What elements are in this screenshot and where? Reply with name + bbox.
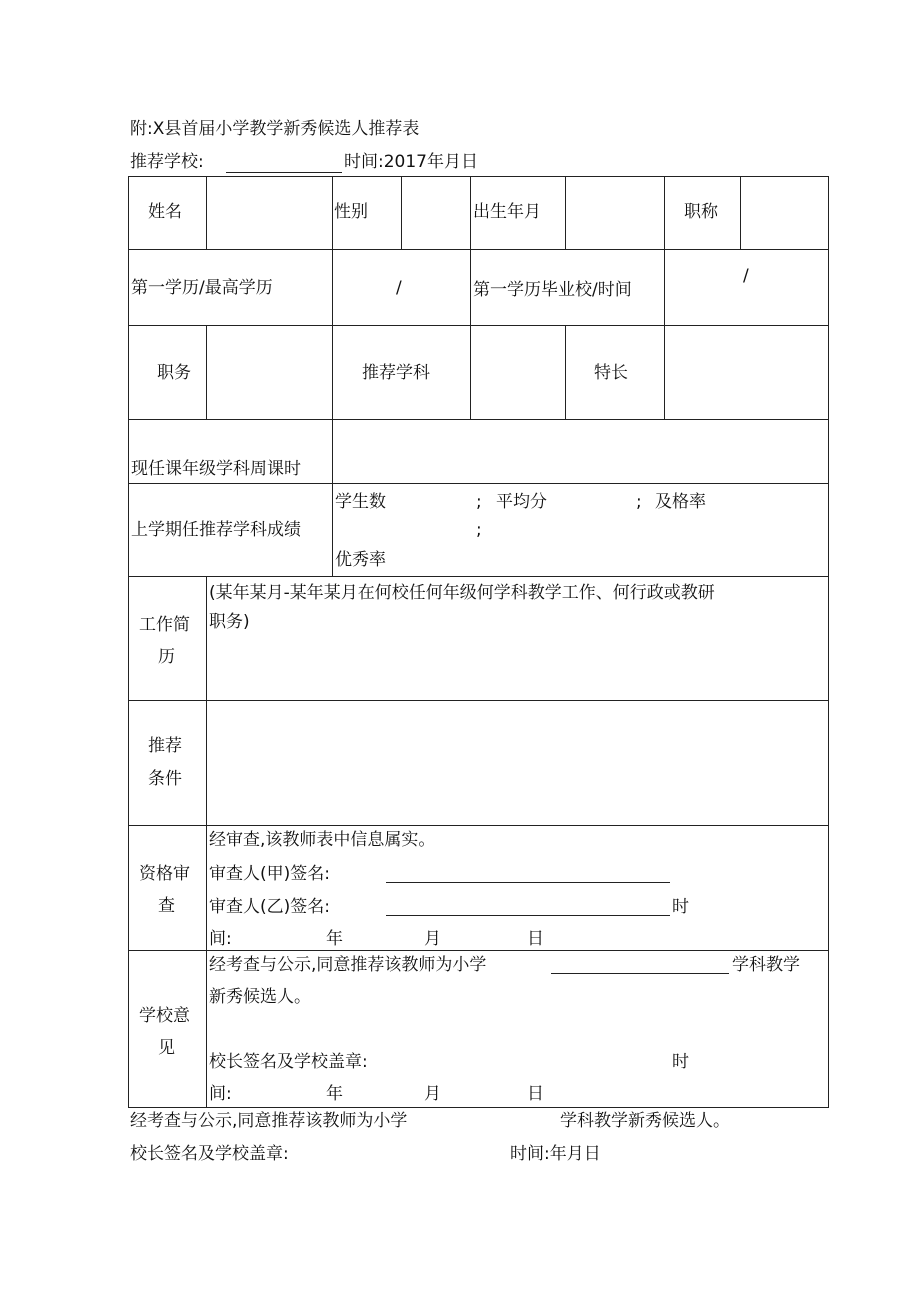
principal-signature-label: 校长签名及学校盖章:: [209, 1052, 368, 1072]
excellent-rate-label: 优秀率: [335, 550, 386, 570]
review-statement: 经审查,该教师表中信息属实。: [209, 830, 436, 850]
school-opinion-statement: 新秀候选人。: [209, 987, 311, 1007]
footer-statement: 学科教学新秀候选人。: [560, 1111, 730, 1131]
post-label: 职务: [157, 363, 191, 383]
recommend-school-label: 推荐学校:: [130, 152, 204, 172]
gender-field[interactable]: [402, 180, 470, 248]
year-label: 年: [326, 1084, 343, 1104]
recommendation-conditions-label: 推荐: [148, 736, 182, 756]
specialty-label: 特长: [594, 363, 628, 383]
date-label: 时间:2017年月日: [344, 152, 478, 172]
graduate-school-label: 第一学历毕业校/时间: [473, 280, 632, 300]
work-history-label: 历: [158, 647, 175, 667]
student-count-label: 学生数: [335, 492, 386, 512]
separator: ;: [476, 520, 482, 540]
reviewer-b-label: 审查人(乙)签名:: [209, 897, 330, 917]
work-history-note: (某年某月-某年某月在何校任何年级何学科教学工作、何行政或教研: [209, 583, 715, 603]
school-opinion-label: 见: [158, 1038, 175, 1058]
weekly-hours-label: 现任课年级学科周课时: [131, 459, 301, 479]
name-field[interactable]: [206, 180, 332, 248]
reviewer-a-signature-line[interactable]: [386, 882, 670, 883]
post-field[interactable]: [207, 330, 331, 418]
pass-rate-label: 及格率: [655, 492, 706, 512]
subject-blank-line[interactable]: [551, 973, 729, 974]
specialty-field[interactable]: [665, 330, 827, 418]
school-opinion-statement: 经考查与公示,同意推荐该教师为小学: [209, 955, 487, 975]
job-title-label: 职称: [684, 202, 718, 222]
document-title: 附:X县首届小学教学新秀候选人推荐表: [130, 119, 420, 139]
school-opinion-label: 学校意: [139, 1006, 190, 1026]
recommended-subject-field[interactable]: [471, 330, 564, 418]
qualification-review-label: 资格审: [139, 864, 190, 884]
year-label: 年: [326, 929, 343, 949]
time-label: 间:: [209, 929, 232, 949]
school-opinion-statement: 学科教学: [732, 955, 800, 975]
qualification-review-label: 查: [158, 896, 175, 916]
recommendation-conditions-label: 条件: [148, 769, 182, 789]
month-label: 月: [424, 1084, 441, 1104]
last-term-scores-label: 上学期任推荐学科成绩: [131, 520, 301, 540]
month-label: 月: [424, 929, 441, 949]
job-title-field[interactable]: [741, 180, 828, 248]
footer-statement: 经考查与公示,同意推荐该教师为小学: [130, 1111, 408, 1131]
weekly-hours-field[interactable]: [333, 421, 827, 482]
reviewer-a-label: 审查人(甲)签名:: [209, 864, 330, 884]
average-score-label: 平均分: [496, 492, 547, 512]
education-field[interactable]: /: [396, 278, 402, 298]
work-history-label: 工作简: [139, 615, 190, 635]
birth-date-label: 出生年月: [473, 202, 541, 222]
work-history-note: 职务): [209, 612, 250, 632]
time-label: 时: [672, 1052, 689, 1072]
footer-signature-label: 校长签名及学校盖章:: [130, 1144, 289, 1164]
reviewer-b-signature-line[interactable]: [386, 915, 670, 916]
gender-label: 性别: [334, 202, 368, 222]
education-label: 第一学历/最高学历: [131, 278, 273, 298]
work-history-field[interactable]: [207, 640, 827, 698]
footer-date-label: 时间:年月日: [510, 1144, 601, 1164]
separator: ;: [636, 492, 642, 512]
day-label: 日: [527, 1084, 544, 1104]
graduate-school-field[interactable]: /: [743, 266, 749, 286]
recommended-subject-label: 推荐学科: [362, 363, 430, 383]
time-label: 间:: [209, 1084, 232, 1104]
school-blank-line: [226, 172, 342, 173]
time-label: 时: [672, 897, 689, 917]
recommendation-conditions-field[interactable]: [207, 702, 827, 824]
name-label: 姓名: [148, 202, 182, 222]
birth-date-field[interactable]: [566, 180, 664, 248]
day-label: 日: [527, 929, 544, 949]
separator: ;: [476, 492, 482, 512]
